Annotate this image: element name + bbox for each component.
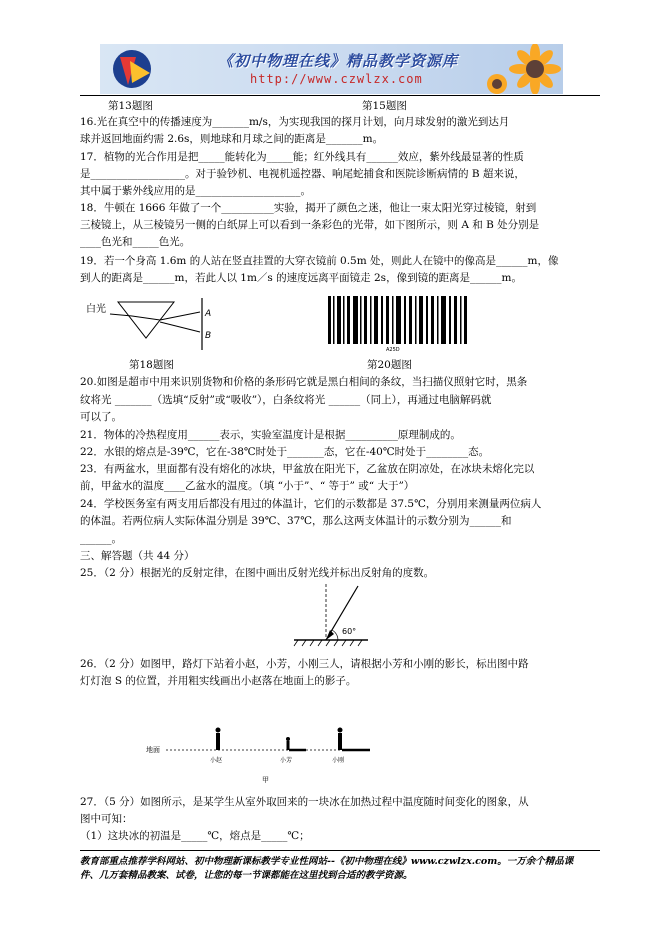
q24-line1: 24．学校医务室有两支用后都没有甩过的体温计，它们的示数都是 37.5℃，分别用来测量两位病人 — [80, 498, 542, 510]
person-xiaofang — [286, 737, 290, 750]
q17-line2: 是__________________。对于验钞机、电视机遥控器、响尾蛇捕食和医院诊断病情的 B 超来说， — [80, 168, 525, 180]
label-white-light: 白光 — [86, 304, 106, 315]
banner-url: http://www.czwlzx.com — [250, 72, 423, 86]
caption-fig15: 第15题图 — [362, 100, 407, 112]
angle-arc — [332, 630, 338, 640]
q27-line2: 图中可知： — [80, 813, 133, 825]
q19-line2: 到人的距离是______m，若此人以 1m／s 的速度远离平面镜走 2s，像到镜的距离是______m。 — [80, 272, 523, 284]
label-person2: 小芳 — [280, 757, 293, 764]
section-heading: 三、解答题（共 44 分） — [80, 550, 195, 562]
q16-line2: 球并返回地面约需 2.6s，则地球和月球之间的距离是_______m。 — [80, 133, 384, 145]
q16-line1: 16.光在真空中的传播速度为_______m/s，为实现我国的探月计划，向月球发射的激光到达月 — [80, 116, 510, 128]
barcode-bars — [328, 296, 467, 344]
barcode-number: A25D — [386, 347, 400, 352]
q26-line2: 灯灯泡 S 的位置，并用粗实线画出小赵落在地面上的影子。 — [80, 675, 357, 687]
caption-fig18: 第18题图 — [129, 359, 174, 371]
footer-line2: 件、几万套精品教案、试卷，让您的每一节课都能在这里找到合适的教学资源。 — [80, 870, 413, 881]
q26-line1: 26．（2 分）如图甲，路灯下站着小赵，小芳，小刚三人，请根据小芳和小刚的影长，标出图中路 — [80, 658, 529, 670]
q18-line1: 18．牛顿在 1666 年做了一个__________实验，揭开了颜色之迷，他让一束太阳光穿过棱镜，射到 — [80, 202, 537, 214]
caption-fig20: 第20题图 — [367, 359, 412, 371]
q18-line2: 三棱镜上，从三棱镜另一侧的白纸屏上可以看到一条彩色的光带，如下图所示，则 A 和 B 处分别是 — [80, 219, 540, 231]
logo-icon — [106, 47, 168, 91]
footer-line1: 教育部重点推荐学科网站、初中物理新课标教学专业性网站--《初中物理在线》www.czwlzx.com。一万余个精品课 — [80, 856, 574, 867]
label-b: B — [205, 331, 212, 341]
label-person1: 小赵 — [210, 757, 223, 764]
ray-b — [160, 322, 200, 332]
angle-label: 60° — [342, 627, 357, 636]
arrow-icon — [326, 630, 334, 640]
q23-line2: 前，甲盆水的温度____乙盆水的温度。（填 “小于”、“ 等于” 或“ 大于”） — [80, 480, 415, 492]
label-person3: 小刚 — [332, 757, 345, 764]
mirror-hatching — [294, 640, 362, 646]
prism-shape — [118, 302, 174, 338]
q17-line3: 其中属于紫外线应用的是____________________。 — [80, 185, 311, 197]
q19-line1: 19．若一个身高 1.6m 的人站在竖直挂置的大穿衣镜前 0.5m 处，则此人在镜中的像高是______m，像 — [80, 255, 559, 267]
sunflower-icon — [483, 44, 563, 94]
q20-line1: 20.如图是超市中用来识别货物和价格的条形码它就是黑白相间的条纹，当扫描仪照射它时，黑条 — [80, 376, 528, 388]
q24-line3: ______。 — [80, 533, 122, 545]
header-rule — [80, 95, 600, 96]
q20-line2: 纹将光 _______（选填“反射”或“吸收”），白条纹将光 ______（同上），再通过电脑解码就 — [80, 394, 492, 406]
caption-fig13: 第13题图 — [108, 100, 153, 112]
label-a: A — [205, 309, 212, 319]
q27-line3: （1）这块冰的初温是_____℃，熔点是_____℃； — [80, 830, 310, 842]
label-ground: 地面 — [146, 746, 160, 754]
footer-rule — [80, 850, 600, 851]
reflection-diagram — [288, 580, 378, 650]
person-xiaogang — [338, 728, 343, 751]
q25-line: 25．（2 分）根据光的反射定律，在图中画出反射光线并标出反射角的度数。 — [80, 567, 435, 579]
banner-title: 《初中物理在线》精品教学资源库 — [218, 52, 459, 70]
q17-line1: 17．植物的光合作用是把_____能转化为_____能；红外线具有______效应，紫外线最显著的性质 — [80, 151, 524, 163]
barcode-image — [326, 296, 468, 352]
shadow-diagram — [146, 724, 376, 784]
header-banner — [100, 44, 563, 94]
ray-a — [160, 312, 200, 320]
q18-line3: ____色光和_____色光。 — [80, 236, 191, 248]
q22-line: 22．水银的熔点是-39℃，它在-38℃时处于_______态，它在-40℃时处于________态。 — [80, 446, 490, 458]
caption-fig-jia: 甲 — [262, 776, 269, 784]
q23-line1: 23．有两盆水，里面都有没有熔化的冰块，甲盆放在阳光下，乙盆放在阴凉处，在冰块未熔化完以 — [80, 463, 535, 475]
q27-line1: 27．（5 分）如图所示，是某学生从室外取回来的一块冰在加热过程中温度随时间变化的图象，从 — [80, 796, 529, 808]
refracted-ray — [132, 316, 160, 320]
prism-diagram — [82, 294, 222, 354]
q21-line: 21．物体的冷热程度用______表示，实验室温度计是根据__________原理制成的。 — [80, 429, 461, 441]
q20-line3: 可以了。 — [80, 411, 122, 423]
person-xiaozhao — [216, 728, 221, 751]
q24-line2: 的体温。若两位病人实际体温分别是 39℃、37℃，那么这两支体温计的示数分别为______和 — [80, 515, 512, 527]
